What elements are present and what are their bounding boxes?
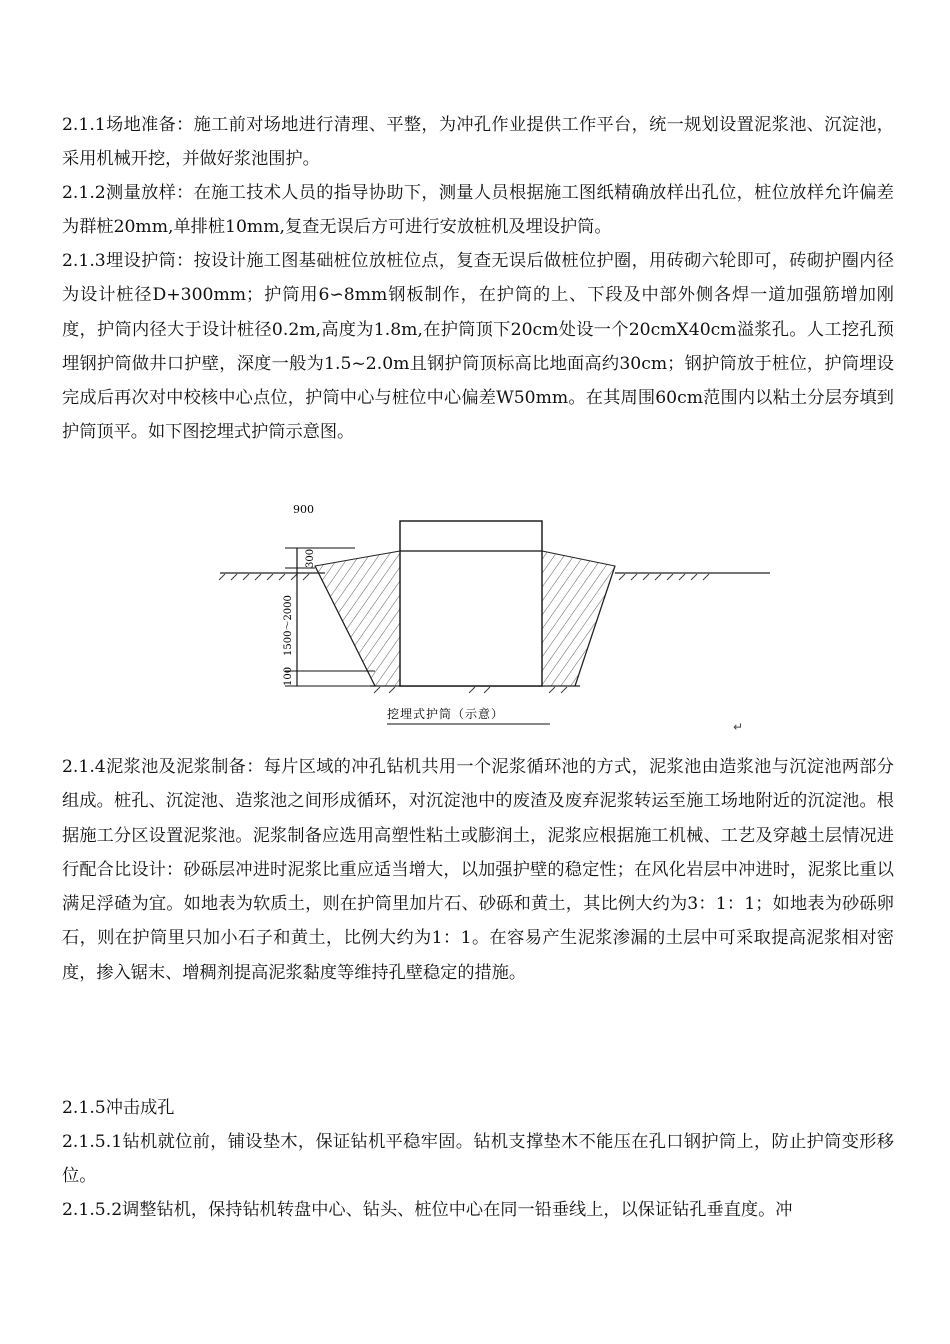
dimension-depth: 1500～2000 — [283, 595, 294, 656]
dimension-900: 900 — [293, 503, 314, 516]
figure-caption: 挖埋式护筒（示意） — [387, 707, 505, 721]
paragraph-survey-layout: 2.1.2测量放样：在施工技术人员的指导协助下，测量人员根据施工图纸精确放样出孔位，桩位放样允许偏差为群桩20mm,单排桩10mm,复查无误后方可进行安放桩机及埋设护筒。 — [62, 183, 894, 238]
casing-diagram — [215, 496, 775, 736]
backfill-right — [542, 551, 615, 686]
dimension-300: 300 — [305, 548, 316, 568]
backfill-left — [315, 551, 400, 686]
paragraph-rig-adjustment: 2.1.5.2调整钻机，保持钻机转盘中心、钻头、桩位中心在同一铅垂线上，以保证钻孔垂直度。冲 — [62, 1200, 793, 1220]
paragraph-rig-placement: 2.1.5.1钻机就位前，铺设垫木，保证钻机平稳牢固。钻机支撑垫木不能压在孔口钢护筒上，防止护筒变形移位。 — [62, 1132, 894, 1187]
paragraph-impact-drilling-heading: 2.1.5冲击成孔 — [62, 1098, 175, 1118]
steel-casing — [400, 521, 542, 686]
paragraph-casing-burial: 2.1.3埋设护筒：按设计施工图基础桩位放桩位点，复查无误后做桩位护圈，用砖砌六轮即可，砖砌护圈内径为设计桩径D+300mm；护筒用6∽8mm钢板制作，在护筒的上、下段及中部外侧各焊一道加强筋增加刚度，护筒内径大于设计桩径0.2m,高度为1.8m,在护筒顶下20cm处设一个20cmX40cm溢浆孔。人工挖孔预埋钢护筒做井口护壁，深度一般为1.5~2.0m且钢护筒顶标高比地面高约30cm；钢护筒放于桩位，护筒埋设完成后再次对中校核中心点位，护筒中心与桩位中心偏差W50mm。在其周围60cm范围内以粘土分层夯填到护筒顶平。如下图挖埋式护筒示意图。 — [62, 251, 894, 443]
paragraph-site-preparation: 2.1.1场地准备：施工前对场地进行清理、平整，为冲孔作业提供工作平台，统一规划设置泥浆池、沉淀池，采用机械开挖，并做好浆池围护。 — [62, 115, 894, 170]
paragraph-mud-pool: 2.1.4泥浆池及泥浆制备：每片区域的冲孔钻机共用一个泥浆循环池的方式，泥浆池由造浆池与沉淀池两部分组成。桩孔、沉淀池、造浆池之间形成循环，对沉淀池中的废渣及废弃泥浆转运至施工场地附近的沉淀池。根据施工分区设置泥浆池。泥浆制备应选用高塑性粘土或膨润土，泥浆应根据施工机械、工艺及穿越土层情况进行配合比设计：砂砾层冲进时泥浆比重应适当增大，以加强护壁的稳定性；在风化岩层中冲进时，泥浆比重以满足浮碴为宜。如地表为软质土，则在护筒里加片石、砂砾和黄土，其比例大约为3：1：1；如地表为砂砾卵石，则在护筒里只加小石子和黄土，比例大约为1：1。在容易产生泥浆渗漏的土层中可采取提高泥浆相对密度，掺入锯末、增稠剂提高泥浆黏度等维持孔壁稳定的措施。 — [62, 757, 894, 983]
paragraph-return-mark: ↵ — [733, 720, 744, 734]
dimension-100: 100 — [283, 666, 294, 686]
